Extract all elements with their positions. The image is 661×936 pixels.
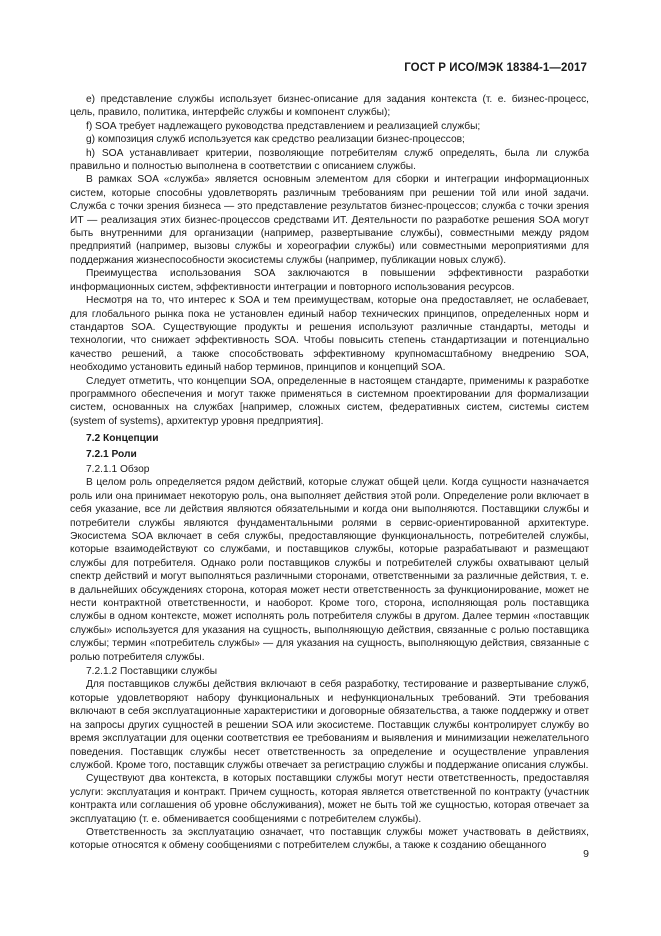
paragraph: Ответственность за эксплуатацию означает, что поставщик службы может участвовать в действиях, которые относятся к обмену сообщениями с потребителем службы, а также к созданию обещанного [70, 826, 589, 852]
section-heading-7-2: 7.2 Концепции [86, 433, 159, 445]
section-heading-7-2-1: 7.2.1 Роли [86, 448, 137, 460]
section-heading-7-2-1-1: 7.2.1.1 Обзор [86, 463, 150, 475]
list-item-f: f) SOA требует надлежащего руководства представлением и реализацией службы; [86, 120, 481, 132]
paragraph: Несмотря на то, что интерес к SOA и тем преимуществам, которые она предоставляет, не ослабевает, для глобального рынка пока не установлен единый набор технических принципов, определенных норм и стандартов SOA. Существующие продукты и решения используют различные стандарты, методы и технологии, что снижает эффективность SOA. Чтобы повысить степень стандартизации и потенциально качество решений, а также способствовать эффективному крупномасштабному внедрению SOA, необходимо установить единый набор терминов, принципов и концепций SOA. [70, 295, 589, 374]
section-heading-7-2-1-2: 7.2.1.2 Поставщики службы [86, 666, 218, 678]
list-item-g: g) композиция служб используется как средство реализации бизнес-процессов; [86, 134, 465, 146]
paragraph: Преимущества использования SOA заключаются в повышении эффективности разработки информационных систем, эффективности интеграции и повторного использования ресурсов. [70, 268, 589, 293]
paragraph: Для поставщиков службы действия включают в себя разработку, тестирование и развертывание служб, которые удовлетворяют набору функциональных и нефункциональных требований. Эти требования включают в себя эксплуатационные характеристики и договорные обязательства, а также поддержку и ответ на запросы других сущностей в решении SOA или экосистеме. Поставщик службы контролирует службу во время эксплуатации для оценки соответствия ее требованиям и выявления и минимизации нежелательного поведения. Поставщик службы несет ответственность за определение и осуществление управления службой. Кроме того, поставщик службы отвечает за регистрацию службы и поддержание описания службы. [70, 679, 589, 771]
paragraph: Следует отметить, что концепции SOA, определенные в настоящем стандарте, применимы к разработке программного обеспечения и могут также применяться в системном проектировании для формализации систем, основанных на службах [например, сложных систем, федеративных систем, системы систем (system of systems), архитектур уровня предприятия]. [70, 375, 589, 427]
list-item-e: e) представление службы использует бизнес-описание для задания контекста (т. е. бизнес-процесс, цель, правило, политика, интерфейс службы и компонент службы); [70, 94, 589, 119]
page-body [70, 93, 589, 853]
list-item-h: h) SOA устанавливает критерии, позволяющие потребителям служб определять, была ли служба правильно и полностью выполнена в соответствии с описанием службы. [70, 147, 589, 173]
document-header: ГОСТ Р ИСО/МЭК 18384-1—2017 [404, 62, 587, 74]
page-number: 9 [583, 848, 589, 860]
paragraph: В целом роль определяется рядом действий, которые служат общей цели. Когда сущности назначается роль или она принимает некоторую роль, она выполняет действия этой роли. Определение роли включает в себя указание, все ли действия являются обязательными и когда они выполняются. Поставщики службы и потребители службы являются фундаментальными ролями в сервис-ориентированной архитектуре. Экосистема SOA включает в себя службы, предоставляющие функциональность, потребителей службы, которые взаимодействуют со службами, и поставщиков службы, которые разрабатывают и размещают службы для потребителя. Однако роли поставщиков службы и потребителей службы охватывают целый спектр действий и могут выполняться различными сторонами, ответственными за различные действия, т. е. в дальнейших обсуждениях сторона, которая может нести ответственность за функционирование, может не нести контрактной ответственности, и наоборот. Кроме того, сторона, исполняющая роль поставщика службы в одном контексте, может исполнять роль потребителя службы в другом. Далее термин «поставщик службы» используется для указания на сущность, выполняющую действия, связанные с ролью поставщика службы; термин «потребитель службы» — для указания на сущность, выполняющую действия, связанные с ролью потребителя службы. [70, 477, 589, 663]
paragraph: Существуют два контекста, в которых поставщики службы могут нести ответственность, предоставляя услуги: эксплуатация и контракт. Причем сущность, которая является ответственной по контракту (участник контракта или соглашения об уровне обслуживания), может не быть той же сущностью, которая отвечает за эксплуатацию (т. е. обменивается сообщениями с потребителем службы). [70, 773, 589, 825]
paragraph: В рамках SOA «служба» является основным элементом для сборки и интеграции информационных систем, которые способны удовлетворять различным требованиям при решении той или иной задачи. Служба с точки зрения бизнеса — это представление результатов бизнес-процессов; служба с точки зрения ИТ — реализация этих бизнес-процессов средствами ИТ. Деятельности по разработке решения SOA могут быть внутренними для организации (например, развертывание службы), совместными между рядом предприятий (например, вызовы службы и хореографии службы) или совместными мероприятиями для поддержания жизнеспособности экосистемы службы (например, публикации новых служб). [70, 174, 589, 266]
